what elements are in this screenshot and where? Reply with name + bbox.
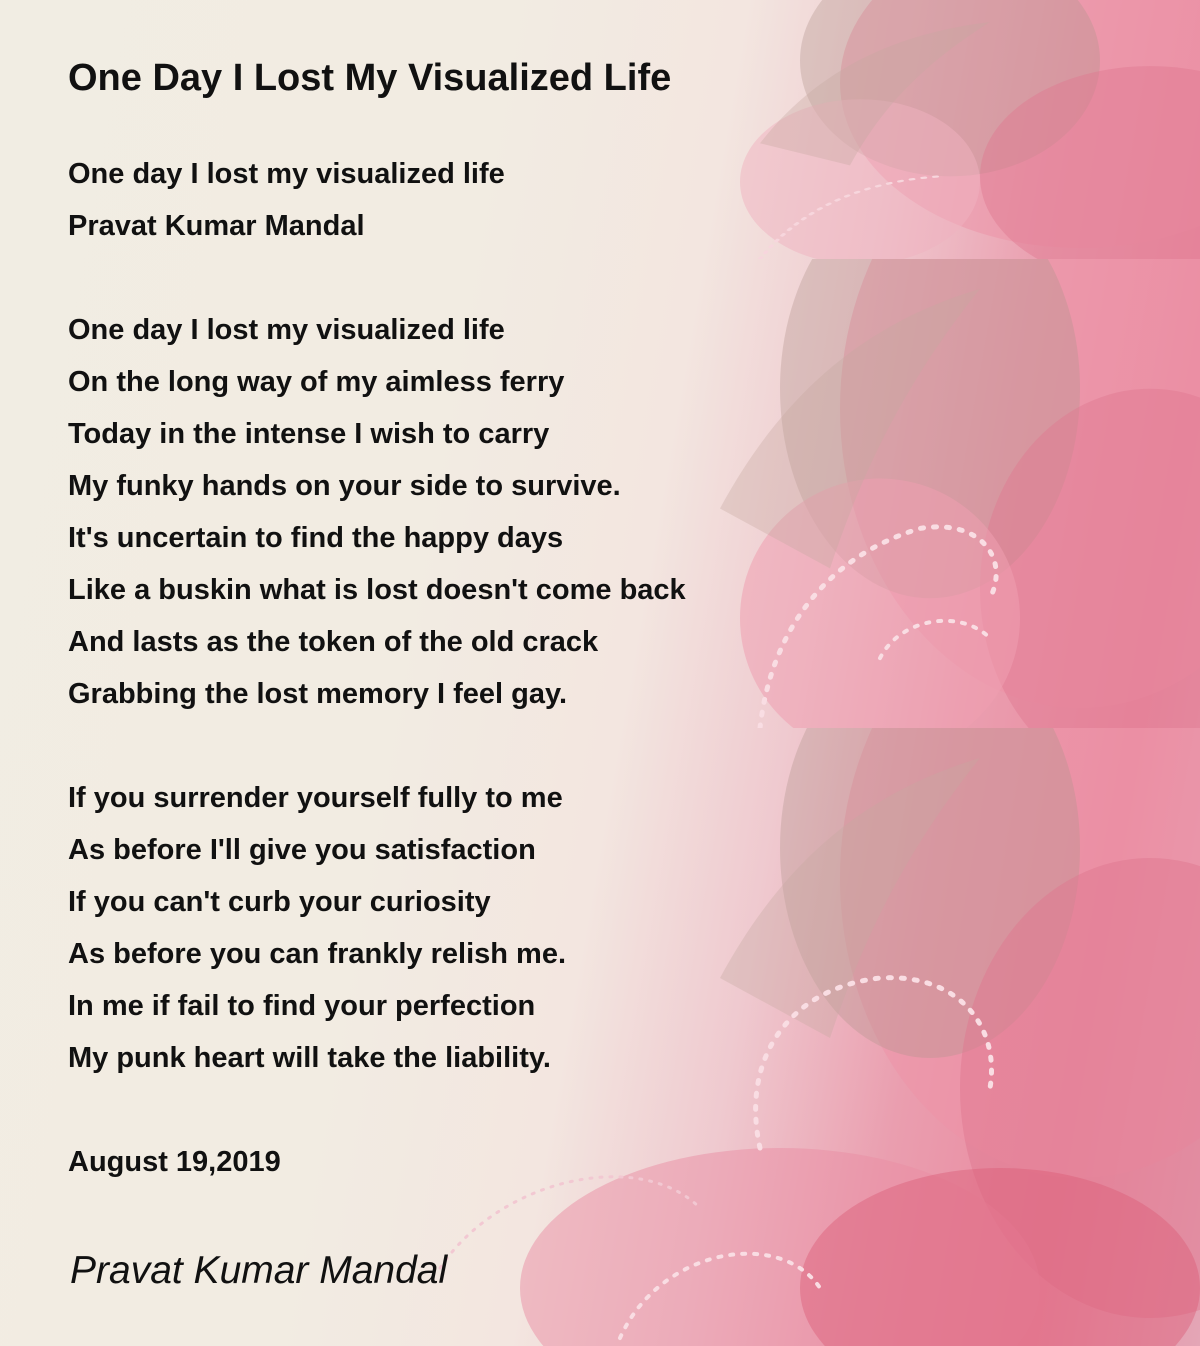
stanza-1-line: Like a buskin what is lost doesn't come back	[68, 574, 686, 606]
stanza-1-line: And lasts as the token of the old crack	[68, 626, 599, 658]
stanza-2-line: If you surrender yourself fully to me	[68, 782, 563, 814]
poem-date: August 19,2019	[68, 1146, 281, 1178]
stanza-1-line: Today in the intense I wish to carry	[68, 418, 550, 450]
stanza-2-line: In me if fail to find your perfection	[68, 990, 536, 1022]
poem-author-line: Pravat Kumar Mandal	[68, 210, 365, 242]
poem-title: One Day I Lost My Visualized Life	[68, 57, 672, 99]
stanza-1-line: It's uncertain to find the happy days	[68, 522, 564, 554]
poem-subtitle: One day I lost my visualized life	[68, 158, 505, 190]
author-signature: Pravat Kumar Mandal	[70, 1249, 448, 1292]
stanza-1-line: One day I lost my visualized life	[68, 314, 505, 346]
stanza-2-line: As before you can frankly relish me.	[68, 938, 567, 970]
stanza-2-line: As before I'll give you satisfaction	[68, 834, 536, 866]
stanza-1-line: On the long way of my aimless ferry	[68, 366, 565, 398]
stanza-1-line: My funky hands on your side to survive.	[68, 470, 621, 502]
stanza-2-line: My punk heart will take the liability.	[68, 1042, 551, 1074]
stanza-2-line: If you can't curb your curiosity	[68, 886, 491, 918]
stanza-1-line: Grabbing the lost memory I feel gay.	[68, 678, 568, 710]
